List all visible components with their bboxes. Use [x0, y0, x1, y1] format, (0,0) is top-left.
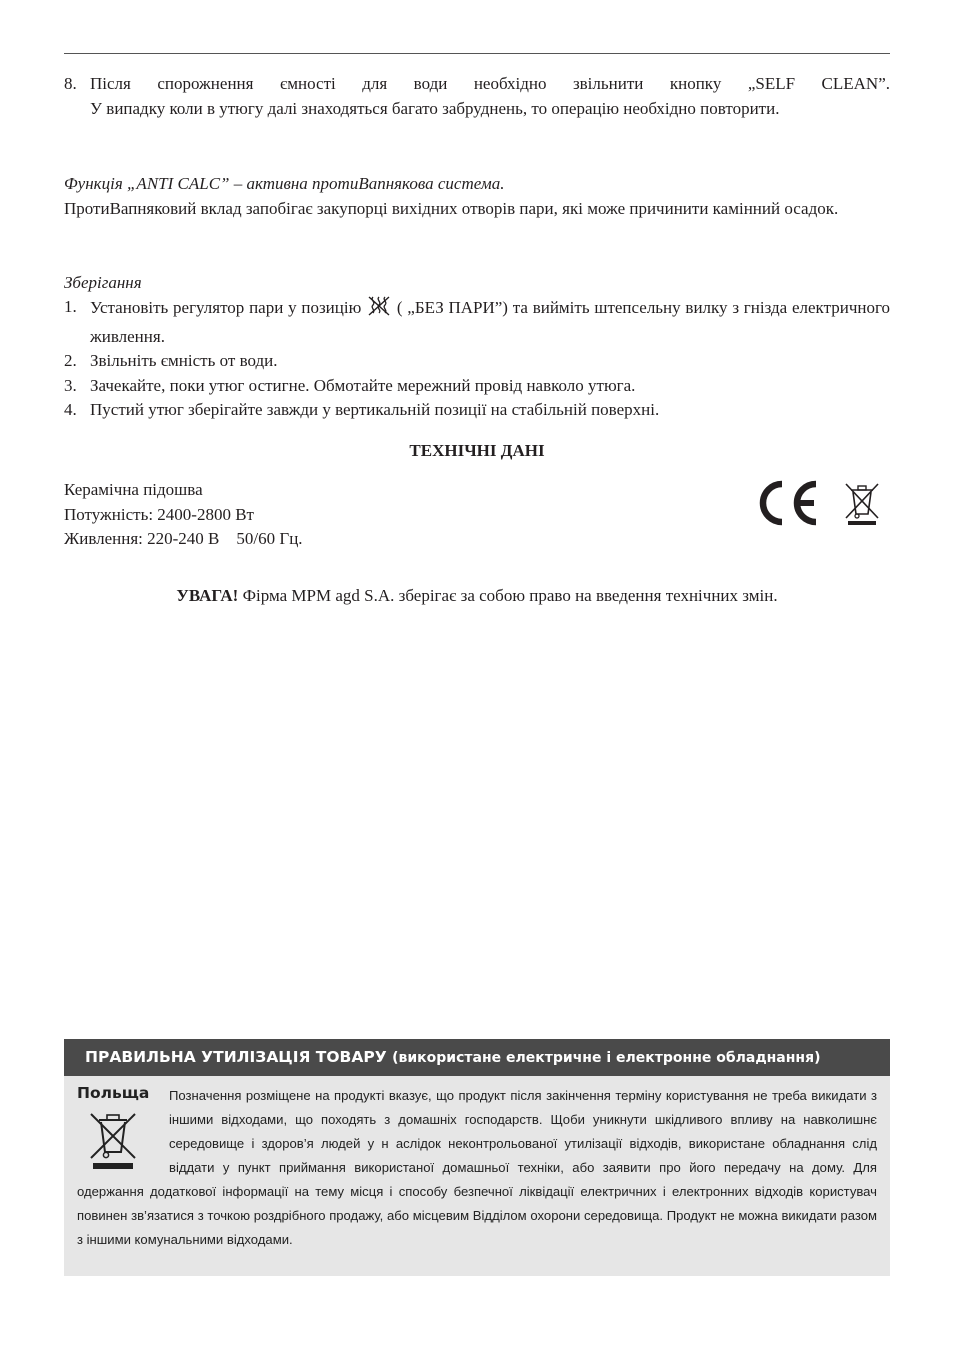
- list-item: 1. Установіть регулятор пари у позицію ( „БЕЗ ПАРИ”) та вийміть штепсельну вилку з гнізда електричного живлення.: [64, 297, 891, 346]
- anti-calc-text: ПротиВапняковий вклад запобігає закупорці вихідних отворів пари, які може причинити камінний осадок.: [64, 199, 839, 218]
- list-item: 4. Пустий утюг зберігайте завжди у вертикальній позиції на стабільній поверхні.: [64, 400, 660, 419]
- spec-supply: Живлення: 220-240 В 50/60 Гц.: [64, 529, 303, 548]
- warning-label: УВАГА!: [176, 586, 239, 605]
- disposal-body: [64, 1076, 890, 1252]
- warning-text: Фірма MPM agd S.A. зберігає за собою право на введення технічних змін.: [238, 586, 778, 605]
- spec-power: Потужність: 2400-2800 Вт: [64, 504, 254, 524]
- disposal-text: Позначення розміщене на продукті вказує, що продукт після закінчення терміну користування не треба викидати з іншими відходами, що походять з домашніх господарств. Щоби уникнути шкідливого впливу на навколишнє середовище і здоров’я людей у н аслідок неконтрольованої утилізації відходів, використане обладнання слід віддати у пункт приймання використаної домашньої техніки, або заявити про його передачу на дому. Для одержання додаткової інформації на тему місця і способу безпечної ліквідації електричних і електронних відходів користувач повинен зв’язатися з точкою роздрібного продажу, або місцевим Відділом охорони середовища. Продукт не можна викидати разом з іншими комунальними відходами.: [77, 1088, 877, 1247]
- top-divider: [64, 53, 890, 54]
- storage-title: Зберігання: [64, 273, 142, 292]
- disposal-box: [64, 1039, 890, 1276]
- storage-section: [64, 270, 890, 423]
- anti-calc-section: [64, 171, 890, 221]
- list-item: 2. Звільніть ємність от води.: [64, 351, 278, 370]
- weee-bin-icon: [85, 1108, 169, 1178]
- manual-page: [64, 0, 890, 1354]
- tech-heading: ТЕХНІЧНІ ДАНІ: [409, 441, 545, 460]
- step-8: [64, 71, 890, 121]
- disposal-title: ПРАВИЛЬНА УТИЛІЗАЦІЯ ТОВАРУ: [85, 1048, 387, 1066]
- warning-note: [64, 586, 890, 606]
- certification-marks: [754, 480, 882, 530]
- disposal-header: [64, 1039, 890, 1076]
- step-8-line1: Після спорожнення ємності для води необхідно звільнити кнопку „SELF CLEAN”.: [90, 74, 890, 93]
- no-steam-icon: [367, 295, 391, 325]
- disposal-country: Польща: [77, 1084, 150, 1102]
- crossed-bin-icon: [842, 480, 882, 531]
- anti-calc-title: Функція „ANTI CALC” – активна протиВапнякова система.: [64, 174, 505, 193]
- ce-mark-icon: [754, 480, 824, 531]
- storage-list: [64, 295, 890, 423]
- step-8-number: 8.: [64, 74, 77, 93]
- disposal-left: [77, 1084, 169, 1178]
- list-item: 3. Зачекайте, поки утюг остигне. Обмотайте мережний провід навколо утюга.: [64, 375, 636, 395]
- spec-soleplate: Керамічна підошва: [64, 480, 203, 499]
- tech-specs: [64, 478, 303, 552]
- step-8-line2: У випадку коли в утюгу далі знаходяться багато забруднень, то операцію необхідно повторити.: [90, 99, 780, 118]
- disposal-subtitle: (використане електричне і електронне обладнання): [392, 1050, 821, 1066]
